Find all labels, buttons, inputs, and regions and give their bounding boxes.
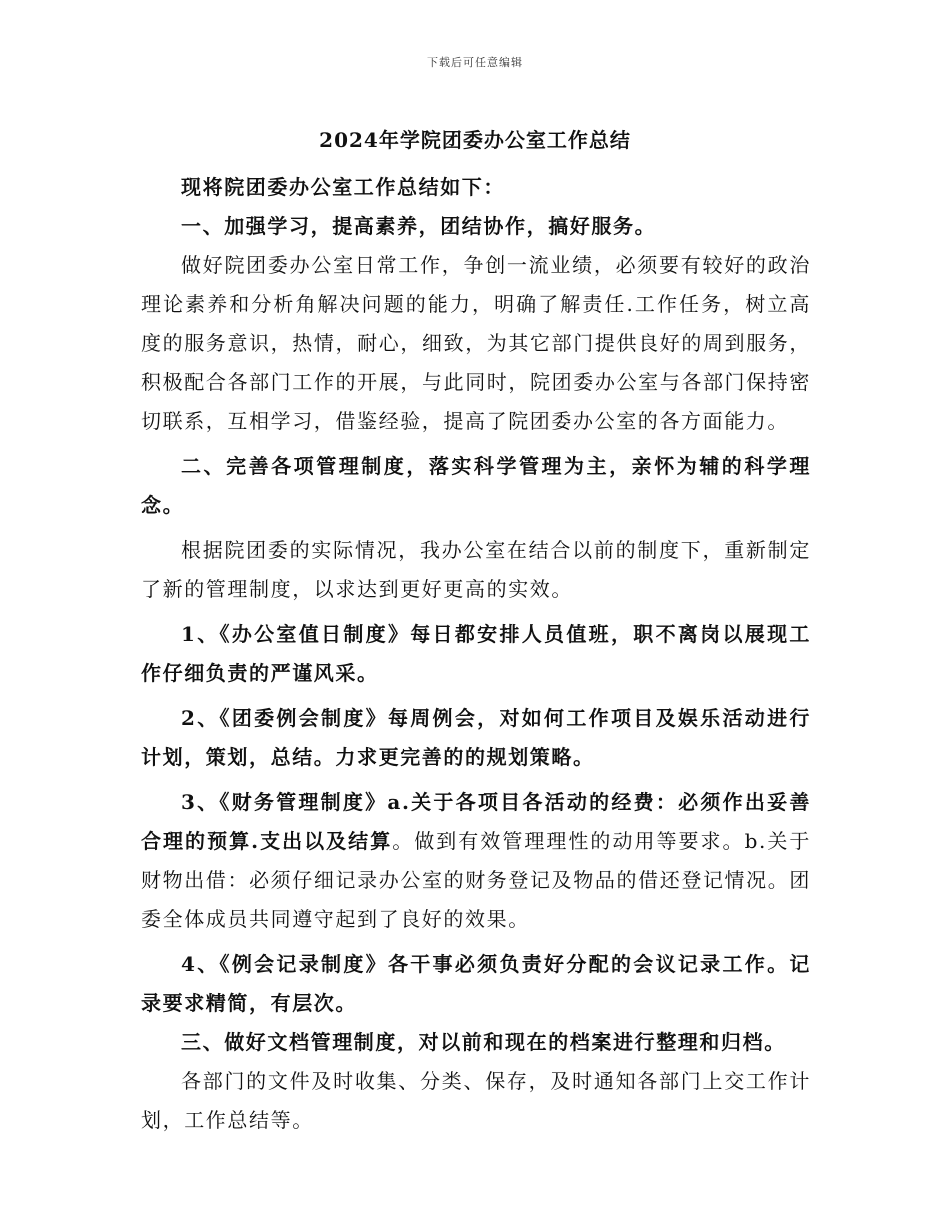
rule-item-2: 2、《团委例会制度》每周例会，对如何工作项目及娱乐活动进行计划，策划，总结。力求更完善的的规划策略。	[141, 706, 811, 769]
rule-item-3: 3、《财务管理制度》a.关于各项目各活动的经费：必须作出妥善合理的预算.支出以及结算。做到有效管理理性的动用等要求。b.关于财物出借：必须仔细记录办公室的财务登记及物品的借还登记情况。团委全体成员共同遵守起到了良好的效果。	[141, 790, 811, 931]
section-3-paragraph: 各部门的文件及时收集、分类、保存，及时通知各部门上交工作计划，工作总结等。	[141, 1069, 811, 1132]
section-1-paragraph: 做好院团委办公室日常工作，争创一流业绩，必须要有较好的政治理论素养和分析角解决问题的能力，明确了解责任.工作任务，树立高度的服务意识，热情，耐心，细致，为其它部门提供良好的周到服务，积极配合各部门工作的开展，与此同时，院团委办公室与各部门保持密切联系，互相学习，借鉴经验，提高了院团委办公室的各方面能力。	[141, 253, 811, 433]
document-title: 2024年学院团委办公室工作总结	[319, 128, 631, 152]
rule-item-1: 1、《办公室值日制度》每日都安排人员值班，职不离岗以展现工作仔细负责的严谨风采。	[141, 622, 811, 685]
page-header: 下载后可任意编辑	[427, 56, 523, 69]
section-heading-1: 一、加强学习，提高素养，团结协作，搞好服务。	[181, 214, 657, 238]
section-heading-3: 三、做好文档管理制度，对以前和现在的档案进行整理和归档。	[181, 1030, 786, 1054]
section-heading-2: 二、完善各项管理制度，落实科学管理为主，亲怀为辅的科学理念。	[141, 454, 811, 517]
rule-item-4: 4、《例会记录制度》各干事必须负责好分配的会议记录工作。记录要求精简，有层次。	[141, 952, 811, 1015]
intro-paragraph: 现将院团委办公室工作总结如下：	[181, 175, 505, 199]
section-2-paragraph: 根据院团委的实际情况，我办公室在结合以前的制度下，重新制定了新的管理制度，以求达到更好更高的实效。	[141, 538, 811, 601]
document-body	[141, 168, 811, 1140]
